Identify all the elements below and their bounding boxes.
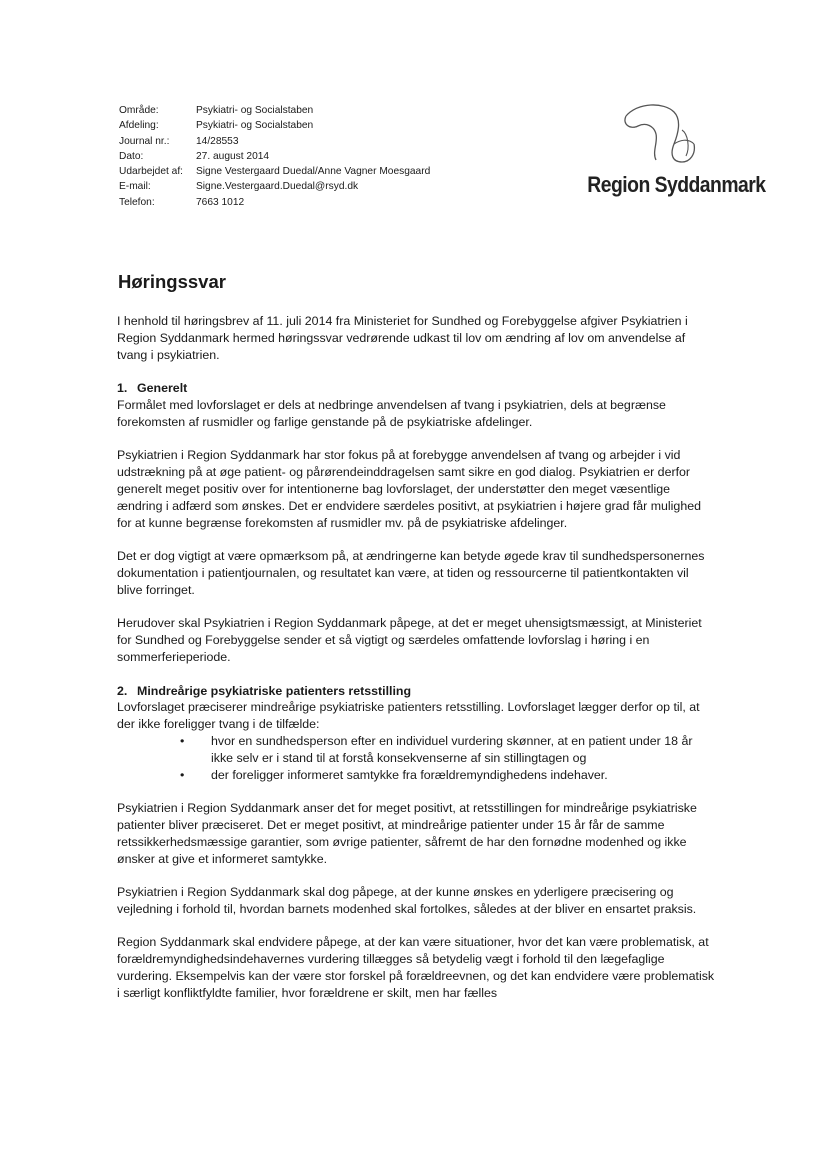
document-body (117, 313, 715, 1018)
meta-row (119, 195, 430, 210)
region-swan-icon (616, 104, 706, 170)
meta-row (119, 164, 430, 179)
body-paragraph: Lovforslaget præciserer mindreårige psykiatriske patienters retsstilling. Lovforslaget lægger derfor op til, at der ikke foreligger tvang i de tilfælde: (117, 700, 700, 732)
meta-row (119, 179, 430, 194)
section-number: 1. (117, 381, 128, 396)
document-metadata (119, 103, 430, 210)
meta-label: E-mail: (119, 181, 151, 193)
meta-label: Område: (119, 105, 159, 116)
bullet-item: • der foreligger informeret samtykke fra forældremyndighedens indehaver. (180, 767, 715, 784)
body-paragraph: Psykiatrien i Region Syddanmark skal dog påpege, at der kunne ønskes en yderligere præcisering og vejledning i forhold til, hvordan barnets modenhed skal fortolkes, således at der bliver en ensartet praksis. (117, 885, 697, 916)
meta-value: 27. august 2014 (196, 150, 270, 162)
body-paragraph: Formålet med lovforslaget er dels at nedbringe anvendelsen af tvang i psykiatrien, dels at begrænse forekomsten af rusmidler og farlige genstande på de psykiatriske afdelinger. (117, 397, 666, 429)
meta-label: Udarbejdet af: (119, 166, 183, 178)
body-paragraph: Psykiatrien i Region Syddanmark har stor fokus på at forebygge anvendelsen af tvang og arbejder i vid udstrækning på at øge patient- og pårørendeinddragelsen samt sikre en god dialog. Psykiatrien er derfor generelt meget positiv over for intentionerne bag lovforslaget, der understøtter den meget væsentlige ændring i adfærd som ønskes. Det er endvidere særdeles positivt, at psykiatrien i højere grad får mulighed for at kunne begrænse forekomsten af rusmidler mv. på de psykiatriske afdelinger. (117, 448, 701, 530)
meta-value: Signe Vestergaard Duedal/Anne Vagner Moesgaard (196, 166, 431, 178)
body-paragraph: Psykiatrien i Region Syddanmark anser det for meget positivt, at retsstillingen for mindreårige psykiatriske patienter bliver præciseret. Det er meget positivt, at mindreårige patienter under 15 år får de samme retssikkerhedsmæssige garantier, som øvrige patienter, såfremt de har den fornødne modenhed og ikke ønsker at give et informeret samtykke. (117, 801, 697, 866)
section-heading (117, 683, 715, 700)
section-title: Generelt (137, 381, 188, 396)
body-paragraph: Region Syddanmark skal endvidere påpege, at der kan være situationer, hvor det kan være problematisk, at forældremyndighedsindehavernes vurdering tillægges så betydelig vægt i forhold til den lægefaglige vurdering. Eksempelvis kan der være stor forskel på forældreevnen, og det kan endvidere være problematisk i særligt konfliktfyldte familier, hvor forældrene er skilt, men har fælles (117, 935, 715, 1000)
section-number: 2. (117, 683, 128, 698)
logo-wordmark: Region Syddanmark (587, 172, 766, 197)
meta-label: Telefon: (119, 196, 155, 208)
meta-value: 14/28553 (196, 135, 239, 147)
bullet-list (117, 733, 715, 783)
meta-label: Journal nr.: (119, 135, 170, 147)
meta-label: Dato: (119, 150, 144, 162)
intro-paragraph: I henhold til høringsbrev af 11. juli 2014 fra Ministeriet for Sundhed og Forebyggelse afgiver Psykiatrien i Region Syddanmark hermed høringssvar vedrørende udkast til lov om ændring af lov om anvendelse af tvang i psykiatrien. (117, 314, 688, 362)
meta-row (119, 134, 430, 149)
meta-value: Psykiatri- og Socialstaben (196, 120, 314, 132)
meta-row (119, 103, 430, 118)
region-logo (588, 104, 766, 200)
section-title: Mindreårige psykiatriske patienters retsstilling (137, 683, 412, 698)
meta-value: Psykiatri- og Socialstaben (196, 105, 314, 116)
meta-row (119, 118, 430, 133)
body-paragraph: Det er dog vigtigt at være opmærksom på, at ændringerne kan betyde øgede krav til sundhedspersonernes dokumentation i patientjournalen, og resultatet kan være, at tiden og ressourcerne til patientkontakten vil blive forringet. (117, 549, 705, 597)
body-paragraph: Herudover skal Psykiatrien i Region Syddanmark påpege, at det er meget uhensigtsmæssigt, at Ministeriet for Sundhed og Forebyggelse sender et så vigtigt og særdeles omfattende lovforslag i høring i en sommerferieperiode. (117, 616, 702, 664)
meta-row (119, 149, 430, 164)
document-title: Høringssvar (118, 271, 226, 292)
bullet-item: • hvor en sundhedsperson efter en individuel vurdering skønner, at en patient under 18 år ikke selv er i stand til at forstå konsekvenserne af sin stillingtagen og (180, 733, 715, 767)
section-heading (117, 380, 715, 397)
meta-value: 7663 1012 (196, 196, 245, 208)
meta-label: Afdeling: (119, 120, 159, 132)
meta-value: Signe.Vestergaard.Duedal@rsyd.dk (196, 181, 359, 193)
